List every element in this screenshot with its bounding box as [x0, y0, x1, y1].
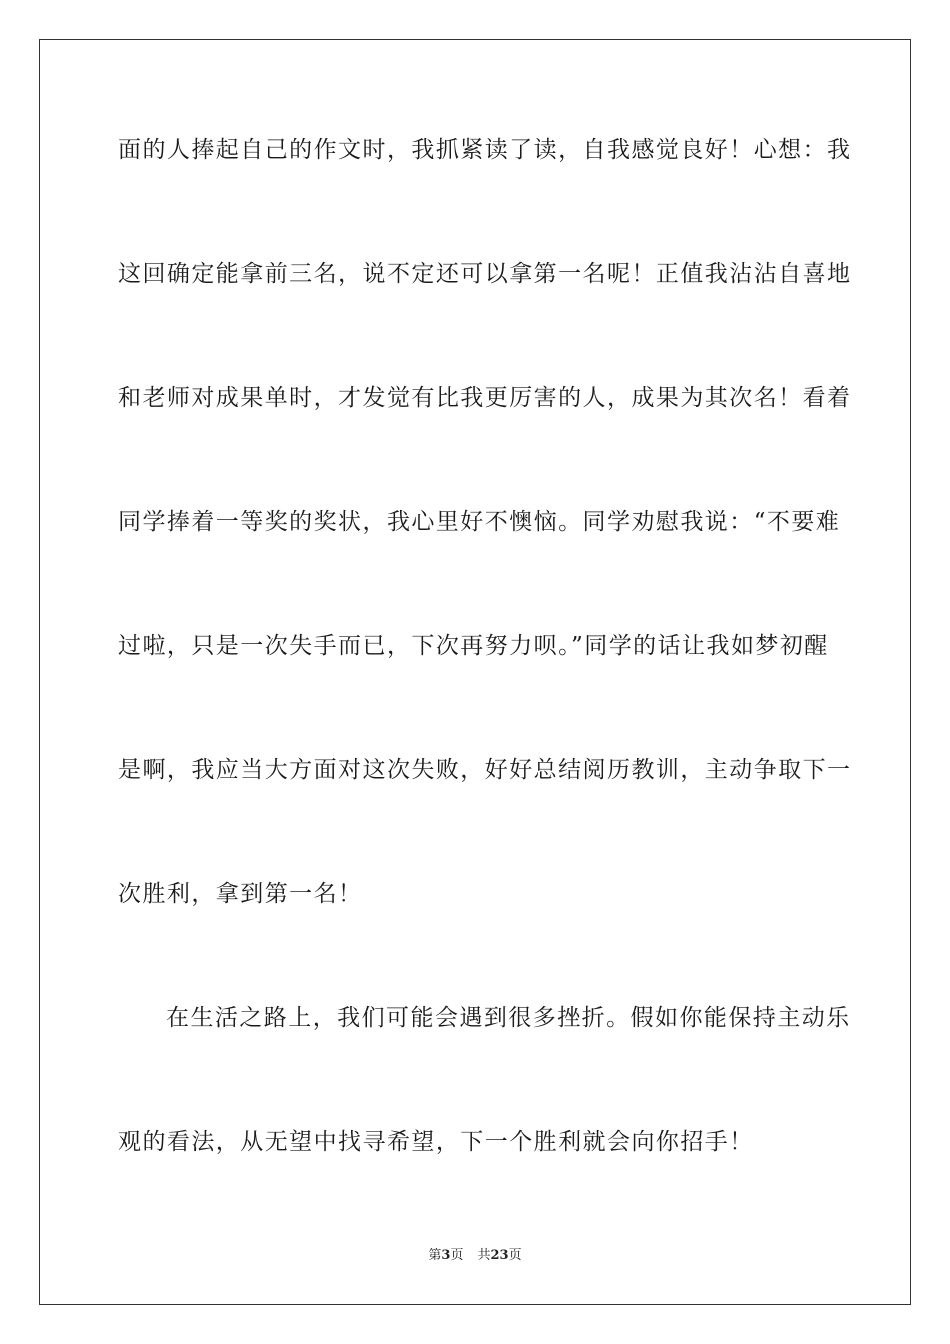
- text-line: 面的人捧起自己的作文时，我抓紧读了读，自我感觉良好！心想：我: [118, 137, 852, 163]
- page-suffix: 页: [450, 1248, 464, 1263]
- page-footer: [0, 1247, 950, 1265]
- text-line: 次胜利，拿到第一名！: [118, 881, 363, 907]
- text-line: 观的看法，从无望中找寻希望，下一个胜利就会向你招手！: [118, 1129, 754, 1155]
- total-suffix: 页: [508, 1248, 522, 1263]
- text-line: 过啦，只是一次失手而已，下次再努力呗。”同学的话让我如梦初醒: [118, 633, 829, 659]
- page-total: 23: [490, 1248, 509, 1263]
- text-line: 这回确定能拿前三名，说不定还可以拿第一名呢！正值我沾沾自喜地: [118, 261, 852, 287]
- page-frame: [39, 39, 911, 1305]
- page-current: 3: [441, 1248, 451, 1263]
- total-prefix: 共: [477, 1248, 491, 1263]
- text-line: 是啊，我应当大方面对这次失败，好好总结阅历教训，主动争取下一: [118, 757, 852, 783]
- paragraph-first-line: 在生活之路上，我们可能会遇到很多挫折。假如你能保持主动乐: [166, 1005, 851, 1031]
- text-line: 和老师对成果单时，才发觉有比我更厉害的人，成果为其次名！看着: [118, 385, 852, 411]
- page-prefix: 第: [428, 1248, 442, 1263]
- text-line: 同学捧着一等奖的奖状，我心里好不懊恼。同学劝慰我说：“不要难: [118, 509, 841, 535]
